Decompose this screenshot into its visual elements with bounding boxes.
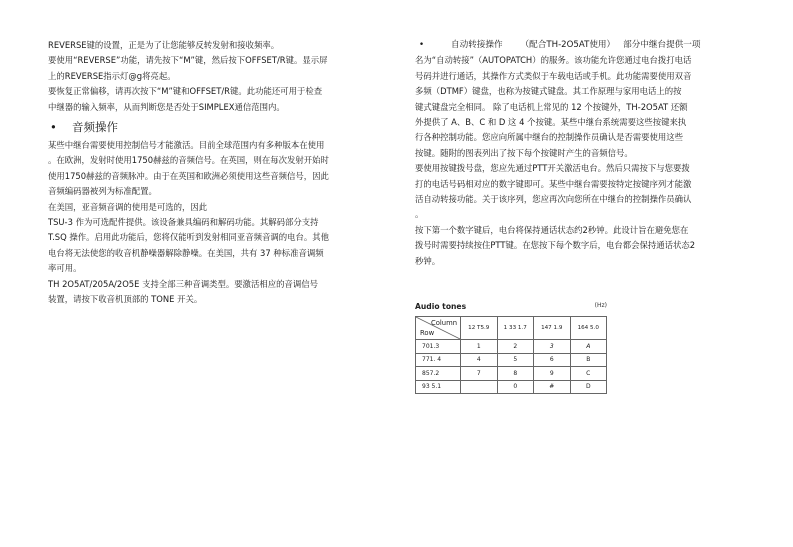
text-line: 某些中继台需要使用控制信号才能激活。目前全球范围内有多种版本在使用 — [48, 140, 325, 151]
text-line: 号码并进行通话，其操作方式类似于车载电话或手机。此功能需要使用双音 — [415, 70, 692, 81]
text-line: 外提供了 A、B、C 和 D 这 4 个按键。某些中继台系统需要这些按键来执 — [415, 117, 687, 128]
table-cell: 4 — [461, 353, 498, 367]
row-header: 771. 4 — [416, 353, 461, 367]
text-line: 键式键盘完全相同。 除了电话机上常见的 12 个按键外，TH-2O5AT 还额 — [415, 101, 688, 112]
text-line: 电台将无法使您的收音机静噪器解除静噪。在美国，共有 37 种标准音调频 — [48, 247, 324, 258]
bullet-icon: • — [419, 40, 425, 50]
right-column — [415, 38, 753, 269]
text-line: 打的电话号码相对应的数字键即可。某些中继台需要按特定按键序列才能激 — [415, 178, 692, 189]
text-line: 在美国，亚音频音调的使用是可选的，因此 — [48, 201, 208, 212]
text-line: 行各种控制功能。您应向所属中继台的控制操作员确认是否需要使用这些 — [415, 132, 683, 143]
text-line: 要恢复正常偏移，请再次按下“M”键和OFFSET/R键。此功能还可用于检查 — [48, 86, 323, 97]
text-line: 中继器的输入频率，从而判断您是否处于SIMPLEX通信范围内。 — [48, 101, 285, 112]
autopatch-title: 自动转接操作 — [451, 40, 503, 50]
section-title: 音频操作 — [72, 120, 118, 135]
table-cell: 8 — [497, 367, 534, 381]
autopatch-model-note: （配合TH-2O5AT使用） — [520, 40, 616, 50]
text-line: REVERSE键的设置，正是为了让您能够反转发射和接收频率。 — [48, 40, 280, 50]
text-line: 拨号时需要持续按住PTT键。在您按下每个数字后，电台都会保持通话状态2 — [415, 240, 696, 251]
row-header: 857.2 — [416, 367, 461, 381]
autopatch-lead-text: 部分中继台提供一项 — [623, 40, 701, 50]
text-line: TH 2O5AT/205A/2O5E 支持全部三种音调类型。要激活相应的音调信号 — [48, 278, 318, 289]
text-line: 按键。随附的图表列出了按下每个按键时产生的音频信号。 — [415, 147, 633, 158]
table-cell: A — [570, 340, 607, 354]
table-cell: 9 — [534, 367, 571, 381]
table-cell: 3 — [534, 340, 571, 354]
audio-tones-unit: (Hz) — [594, 302, 607, 309]
audio-tones-figure — [415, 302, 607, 394]
text-line: 活自动转接功能。关于该序列，您应再次向您所在中继台的控制操作员确认 — [415, 194, 692, 205]
text-line: T.SQ 操作。启用此功能后，您将仅能听到发射相同亚音频音调的电台。其他 — [48, 232, 329, 243]
text-line: 音频编码器被列为标准配置。 — [48, 186, 157, 197]
text-line: 要使用“REVERSE”功能，请先按下“M”键，然后按下OFFSET/R键。显示屏 — [48, 55, 328, 66]
table-cell: # — [534, 380, 571, 394]
table-row — [416, 340, 607, 354]
row-header: 93 5.1 — [416, 380, 461, 394]
reverse-paragraph — [48, 38, 388, 115]
table-corner-cell — [416, 317, 461, 340]
text-line: 名为“自动转接”（AUTOPATCH）的服务。该功能允许您通过电台拨打电话 — [415, 55, 692, 66]
section-heading-tone-operation — [48, 119, 388, 136]
table-cell: 0 — [497, 380, 534, 394]
table-row — [416, 380, 607, 394]
autopatch-heading-line — [415, 38, 753, 53]
left-column — [48, 38, 388, 308]
text-line: 。在欧洲，发射时使用1750赫兹的音频信号。在英国，则在每次发射开始时 — [48, 155, 329, 166]
text-line: 要使用按键拨号盘，您应先通过PTT开关激活电台。然后只需按下与您要拨 — [415, 163, 690, 174]
table-cell: 2 — [497, 340, 534, 354]
text-line: 装置，请按下收音机顶部的 TONE 开关。 — [48, 294, 203, 305]
column-header: 164 5.0 — [570, 317, 607, 340]
text-line: 。 — [415, 209, 424, 220]
text-line: 按下第一个数字键后，电台将保持通话状态约2秒钟。此设计旨在避免您在 — [415, 224, 689, 235]
table-cell: B — [570, 353, 607, 367]
text-line: TSU-3 作为可选配件提供。该设备兼具编码和解码功能。其解码部分支持 — [48, 217, 319, 228]
table-cell: C — [570, 367, 607, 381]
column-header: 12 T5.9 — [461, 317, 498, 340]
row-header: 701.3 — [416, 340, 461, 354]
table-cell: 1 — [461, 340, 498, 354]
tone-paragraph — [48, 138, 388, 307]
audio-tones-table — [415, 316, 607, 394]
table-row — [416, 353, 607, 367]
table-cell — [461, 380, 498, 394]
text-line: 多频（DTMF）键盘，也称为按键式键盘。其工作原理与家用电话上的按 — [415, 86, 682, 97]
table-cell: 7 — [461, 367, 498, 381]
table-cell: 6 — [534, 353, 571, 367]
corner-row-label: Row — [420, 329, 435, 337]
column-header: 147 1.9 — [534, 317, 571, 340]
text-line: 上的REVERSE指示灯@g将亮起。 — [48, 70, 176, 81]
table-cell: D — [570, 380, 607, 394]
bullet-icon: • — [50, 120, 57, 135]
text-line: 使用1750赫兹的音频脉冲。由于在英国和欧洲必须使用这些音频信号，因此 — [48, 170, 329, 181]
column-header: 1 33 1.7 — [497, 317, 534, 340]
corner-column-label: Column — [430, 319, 457, 327]
audio-tones-title: Audio tones — [415, 302, 467, 311]
text-line: 率可用。 — [48, 263, 82, 274]
table-row — [416, 367, 607, 381]
table-cell: 5 — [497, 353, 534, 367]
table-header-row — [416, 317, 607, 340]
text-line: 秒钟。 — [415, 255, 441, 266]
